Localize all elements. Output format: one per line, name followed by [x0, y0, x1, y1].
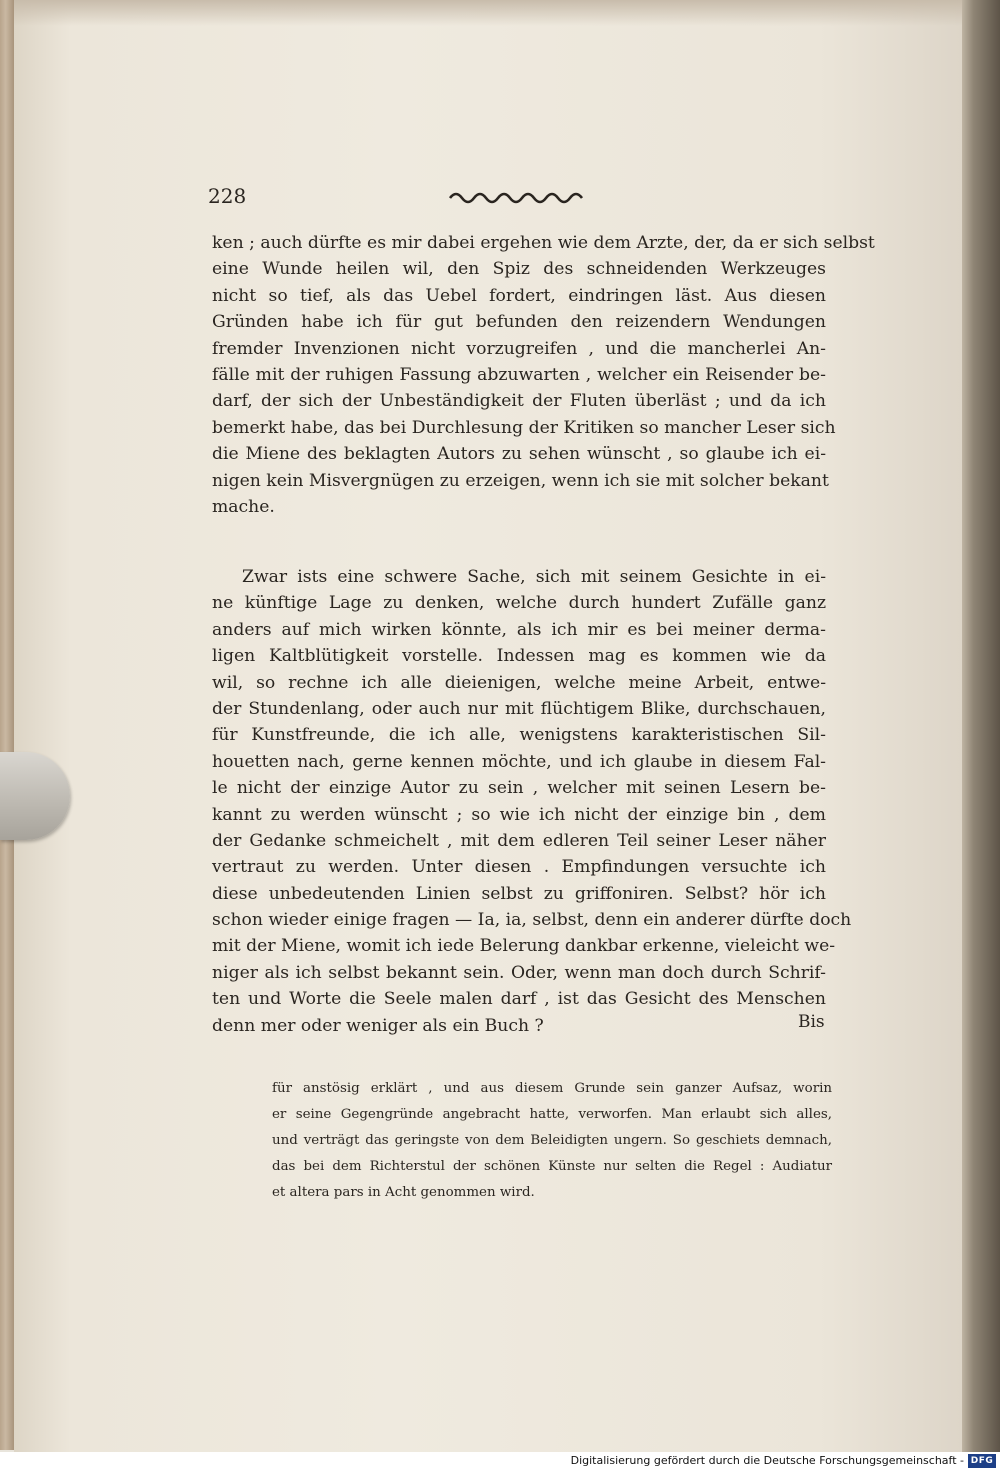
- text-line: Zwar ists eine schwere Sache, sich mit seinem Gesichte in ei-: [242, 567, 826, 587]
- dfg-logo-icon: DFG: [968, 1454, 996, 1468]
- book-edge-left: [0, 0, 14, 1450]
- footnote-line: und verträgt das geringste von dem Beleidigten ungern. So geschiets demnach,: [272, 1133, 832, 1148]
- text-line: fälle mit der ruhigen Fassung abzuwarten , welcher ein Reisender be-: [212, 364, 826, 385]
- page-number: 228: [208, 184, 247, 208]
- text-line: für Kunstfreunde, die ich alle, wenigstens karakteristischen Sil-: [212, 725, 826, 746]
- text-line: diese unbedeutenden Linien selbst zu griffoniren. Selbst? hör ich: [212, 883, 826, 904]
- text-line: le nicht der einzige Autor zu sein , welcher mit seinen Lesern be-: [212, 778, 826, 799]
- header-ornament-icon: [448, 188, 588, 208]
- text-line: ken ; auch dürfte es mir dabei ergehen wie dem Arzte, der, da er sich selbst: [212, 233, 875, 253]
- text-line: houetten nach, gerne kennen möchte, und ich glaube in diesem Fal-: [212, 751, 826, 772]
- book-edge-right: [962, 0, 1000, 1452]
- text-line: eine Wunde heilen wil, den Spiz des schneidenden Werkzeuges: [212, 259, 826, 280]
- footnote-line: er seine Gegengründe angebracht hatte, verworfen. Man erlaubt sich alles,: [272, 1107, 832, 1122]
- footnote-line: et altera pars in Acht genommen wird.: [272, 1185, 535, 1200]
- text-line: Gründen habe ich für gut befunden den reizendern Wendungen: [212, 312, 826, 333]
- paragraph-1: [212, 230, 875, 520]
- catchword: Bis: [798, 1012, 825, 1032]
- footnote-line: das bei dem Richterstul der schönen Künste nur selten die Regel : Audiatur: [272, 1159, 832, 1174]
- text-line: ten und Worte die Seele malen darf , ist das Gesicht des Menschen: [212, 989, 826, 1010]
- text-line: anders auf mich wirken könnte, als ich mir es bei meiner derma-: [212, 619, 826, 640]
- text-line: kannt zu werden wünscht ; so wie ich nicht der einzige bin , dem: [212, 804, 826, 825]
- footnote: [272, 1076, 832, 1206]
- footnote-line: für anstösig erklärt , und aus diesem Grunde sein ganzer Aufsaz, worin: [272, 1081, 832, 1096]
- text-line: vertraut zu werden. Unter diesen . Empfindungen versuchte ich: [212, 857, 826, 878]
- funding-credit: Digitalisierung gefördert durch die Deutsche Forschungsgemeinschaft -: [570, 1454, 964, 1467]
- text-line: bemerkt habe, das bei Durchlesung der Kritiken so mancher Leser sich: [212, 417, 836, 438]
- text-line: schon wieder einige fragen — Ia, ia, selbst, denn ein anderer dürfte doch: [212, 910, 852, 931]
- text-line: wil, so rechne ich alle dieienigen, welche meine Arbeit, entwe-: [212, 672, 826, 693]
- text-line: der Stundenlang, oder auch nur mit flüchtigem Blike, durchschauen,: [212, 698, 826, 719]
- paragraph-2: [212, 564, 852, 1039]
- text-line: mache.: [212, 496, 275, 517]
- text-line: niger als ich selbst bekannt sein. Oder, wenn man doch durch Schrif-: [212, 962, 826, 983]
- text-line: nigen kein Misvergnügen zu erzeigen, wenn ich sie mit solcher bekant: [212, 470, 829, 491]
- page-header: [208, 182, 808, 218]
- text-line: denn mer oder weniger als ein Buch ?: [212, 1015, 544, 1036]
- text-line: mit der Miene, womit ich iede Belerung dankbar erkenne, vieleicht we-: [212, 936, 836, 957]
- text-line: der Gedanke schmeichelt , mit dem edleren Teil seiner Leser näher: [212, 830, 826, 851]
- text-line: ne künftige Lage zu denken, welche durch hundert Zufälle ganz: [212, 593, 826, 614]
- text-line: fremder Invenzionen nicht vorzugreifen , und die mancherlei An-: [212, 338, 826, 359]
- top-shadow: [14, 0, 962, 26]
- text-line: darf, der sich der Unbeständigkeit der Fluten überläst ; und da ich: [212, 391, 826, 412]
- text-line: die Miene des beklagten Autors zu sehen wünscht , so glaube ich ei-: [212, 444, 826, 465]
- text-line: ligen Kaltblütigkeit vorstelle. Indessen mag es kommen wie da: [212, 646, 826, 667]
- text-line: nicht so tief, als das Uebel fordert, eindringen läst. Aus diesen: [212, 285, 826, 306]
